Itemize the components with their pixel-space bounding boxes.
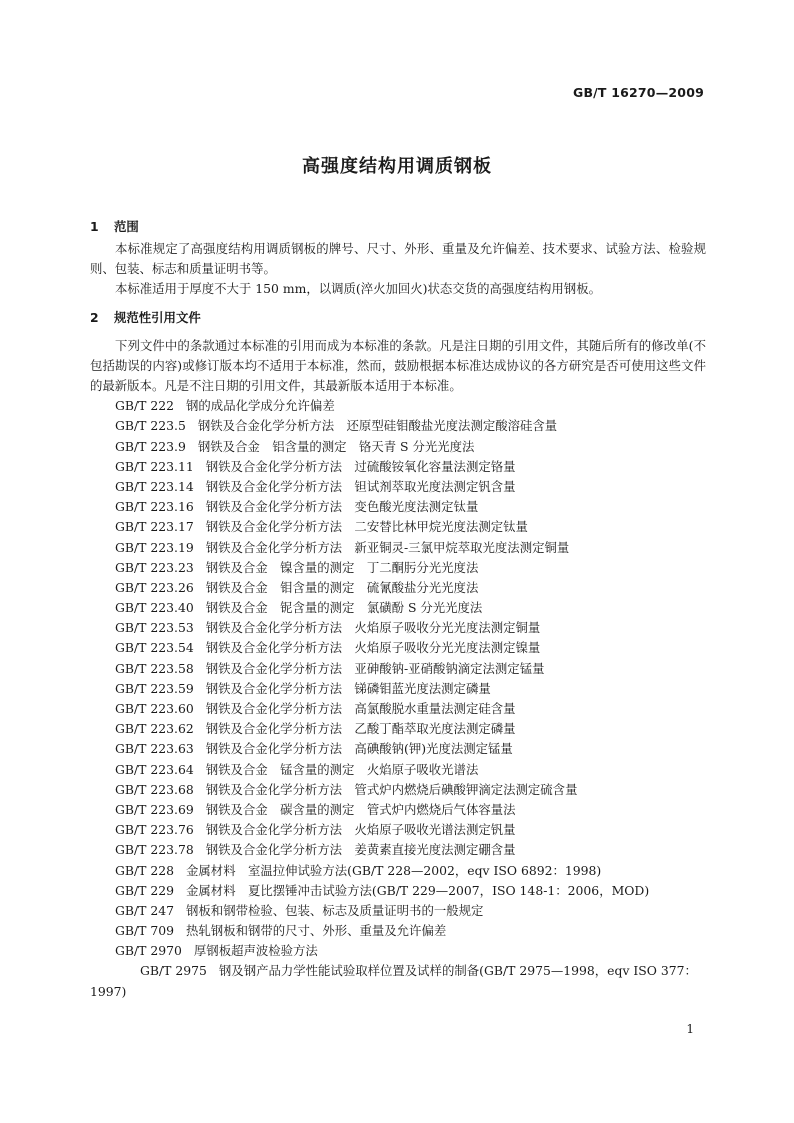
- reference-code: GB/T 223.62: [115, 721, 194, 737]
- reference-title: 厚钢板超声波检验方法: [193, 943, 318, 959]
- reference-item: [90, 719, 706, 739]
- reference-title: 钢铁及合金 碳含量的测定 管式炉内燃烧后气体容量法: [205, 801, 516, 817]
- reference-item: [90, 416, 706, 436]
- reference-title: 钢铁及合金化学分析方法 姜黄素直接光度法测定硼含量: [205, 842, 516, 858]
- section-title: 范围: [114, 219, 139, 234]
- reference-title: 钢铁及合金化学分析方法 亚砷酸钠-亚硝酸钠滴定法测定锰量: [205, 660, 545, 676]
- reference-title: 钢铁及合金化学分析方法 二安替比林甲烷光度法测定钛量: [205, 519, 528, 535]
- section-number: 1: [90, 219, 99, 234]
- section-heading-normative-references: [90, 306, 706, 330]
- reference-title: 热轧钢板和钢带的尺寸、外形、重量及允许偏差: [186, 923, 447, 939]
- reference-code: GB/T 228: [115, 862, 175, 878]
- reference-list: [90, 396, 706, 1002]
- reference-code: GB/T 223.16: [115, 499, 194, 515]
- reference-code: GB/T 223.69: [115, 801, 194, 817]
- reference-item: [90, 538, 706, 558]
- reference-title: 钢铁及合金化学分析方法 还原型硅钼酸盐光度法测定酸溶硅含量: [197, 418, 558, 434]
- reference-item: [90, 558, 706, 578]
- reference-title: 钢铁及合金化学分析方法 过硫酸铵氧化容量法测定铬量: [205, 458, 516, 474]
- reference-code: GB/T 247: [115, 902, 175, 918]
- reference-code: GB/T 2970: [115, 943, 182, 959]
- reference-item: [90, 941, 706, 961]
- reference-title: 钢铁及合金化学分析方法 火焰原子吸收分光光度法测定铜量: [205, 620, 541, 636]
- document-title: 高强度结构用调质钢板: [302, 156, 492, 177]
- reference-code: GB/T 223.76: [115, 822, 194, 838]
- section-heading-scope: [90, 215, 706, 239]
- reference-code: GB/T 229: [115, 882, 175, 898]
- reference-title: 金属材料 夏比摆锤冲击试验方法(GB/T 229—2007，ISO 148-1：2006，MOD): [186, 882, 650, 898]
- reference-item: [90, 921, 706, 941]
- reference-code: GB/T 223.14: [115, 478, 194, 494]
- reference-title: 钢及钢产品力学性能试验取样位置及试样的制备(GB/T 2975—1998，eqv ISO 377：1997): [90, 963, 697, 999]
- reference-title: 钢铁及合金化学分析方法 管式炉内燃烧后碘酸钾滴定法测定硫含量: [205, 781, 578, 797]
- reference-code: GB/T 223.63: [115, 741, 194, 757]
- references-intro-paragraph: 下列文件中的条款通过本标准的引用而成为本标准的条款。凡是注日期的引用文件，其随后所有的修改单(不包括勘误的内容)或修订版本均不适用于本标准，然而，鼓励根据本标准达成协议的各方研究是否可使用这些文件的最新版本。凡是不注日期的引用文件，其最新版本适用于本标准。: [90, 337, 706, 394]
- reference-item: [90, 760, 706, 780]
- reference-item: [90, 457, 706, 477]
- reference-item: [90, 820, 706, 840]
- reference-code: GB/T 223.5: [115, 418, 186, 434]
- reference-title: 钢铁及合金 铌含量的测定 氯磺酚 S 分光光度法: [205, 600, 483, 616]
- reference-title: 金属材料 室温拉伸试验方法(GB/T 228—2002，eqv ISO 6892：1998): [186, 862, 602, 878]
- reference-code: GB/T 223.26: [115, 579, 194, 595]
- reference-title: 钢铁及合金 镍含量的测定 丁二酮肟分光光度法: [205, 559, 479, 575]
- reference-title: 钢铁及合金化学分析方法 火焰原子吸收分光光度法测定镍量: [205, 640, 541, 656]
- reference-item: [90, 396, 706, 416]
- reference-item: [90, 437, 706, 457]
- scope-paragraph: 本标准适用于厚度不大于 150 mm，以调质(淬火加回火)状态交货的高强度结构用钢板。: [115, 281, 601, 297]
- reference-code: GB/T 223.58: [115, 660, 194, 676]
- scope-paragraph: 本标准规定了高强度结构用调质钢板的牌号、尺寸、外形、重量及允许偏差、技术要求、试验方法、检验规则、包装、标志和质量证明书等。: [90, 241, 706, 277]
- reference-code: GB/T 223.53: [115, 620, 194, 636]
- reference-item: [90, 699, 706, 719]
- reference-item: [90, 497, 706, 517]
- reference-code: GB/T 223.59: [115, 680, 194, 696]
- reference-item: [90, 477, 706, 497]
- reference-code: GB/T 223.54: [115, 640, 194, 656]
- reference-code: GB/T 223.64: [115, 761, 194, 777]
- reference-title: 钢铁及合金 锰含量的测定 火焰原子吸收光谱法: [205, 761, 479, 777]
- reference-code: GB/T 223.78: [115, 842, 194, 858]
- reference-code: GB/T 223.60: [115, 701, 194, 717]
- reference-code: GB/T 223.40: [115, 600, 194, 616]
- reference-item: [90, 961, 706, 1001]
- reference-item: [90, 659, 706, 679]
- page-number: 1: [686, 1022, 694, 1036]
- reference-item: [90, 800, 706, 820]
- reference-item: [90, 638, 706, 658]
- reference-code: GB/T 223.11: [115, 458, 194, 474]
- reference-item: [90, 881, 706, 901]
- reference-title: 钢铁及合金化学分析方法 变色酸光度法测定钛量: [205, 499, 479, 515]
- reference-item: [90, 840, 706, 860]
- reference-title: 钢铁及合金化学分析方法 高氯酸脱水重量法测定硅含量: [205, 701, 516, 717]
- reference-code: GB/T 223.9: [115, 438, 186, 454]
- reference-item: [90, 679, 706, 699]
- reference-title: 钢铁及合金 铝含量的测定 铬天青 S 分光光度法: [197, 438, 475, 454]
- reference-title: 钢板和钢带检验、包装、标志及质量证明书的一般规定: [186, 902, 484, 918]
- standard-number: GB/T 16270—2009: [572, 85, 704, 100]
- reference-title: 钢铁及合金化学分析方法 锑磷钼蓝光度法测定磷量: [205, 680, 491, 696]
- reference-code: GB/T 709: [115, 923, 175, 939]
- reference-item: [90, 517, 706, 537]
- reference-code: GB/T 223.23: [115, 559, 194, 575]
- reference-code: GB/T 222: [115, 398, 175, 414]
- reference-code: GB/T 223.17: [115, 519, 194, 535]
- reference-item: [90, 739, 706, 759]
- reference-item: [90, 901, 706, 921]
- reference-title: 钢的成品化学成分允许偏差: [186, 398, 335, 414]
- reference-title: 钢铁及合金化学分析方法 高碘酸钠(钾)光度法测定锰量: [205, 741, 513, 757]
- section-title: 规范性引用文件: [114, 309, 201, 325]
- reference-item: [90, 598, 706, 618]
- reference-code: GB/T 223.19: [115, 539, 194, 555]
- document-body: [90, 215, 706, 1002]
- reference-title: 钢铁及合金化学分析方法 乙酸丁酯萃取光度法测定磷量: [205, 721, 516, 737]
- reference-item: [90, 618, 706, 638]
- reference-title: 钢铁及合金 钼含量的测定 硫氰酸盐分光光度法: [205, 579, 479, 595]
- reference-item: [90, 861, 706, 881]
- reference-title: 钢铁及合金化学分析方法 钽试剂萃取光度法测定钒含量: [205, 478, 516, 494]
- reference-code: GB/T 2975: [140, 963, 207, 979]
- section-number: 2: [90, 309, 99, 325]
- reference-code: GB/T 223.68: [115, 781, 194, 797]
- reference-title: 钢铁及合金化学分析方法 火焰原子吸收光谱法测定钒量: [205, 822, 516, 838]
- reference-item: [90, 780, 706, 800]
- reference-item: [90, 578, 706, 598]
- reference-title: 钢铁及合金化学分析方法 新亚铜灵-三氯甲烷萃取光度法测定铜量: [205, 539, 570, 555]
